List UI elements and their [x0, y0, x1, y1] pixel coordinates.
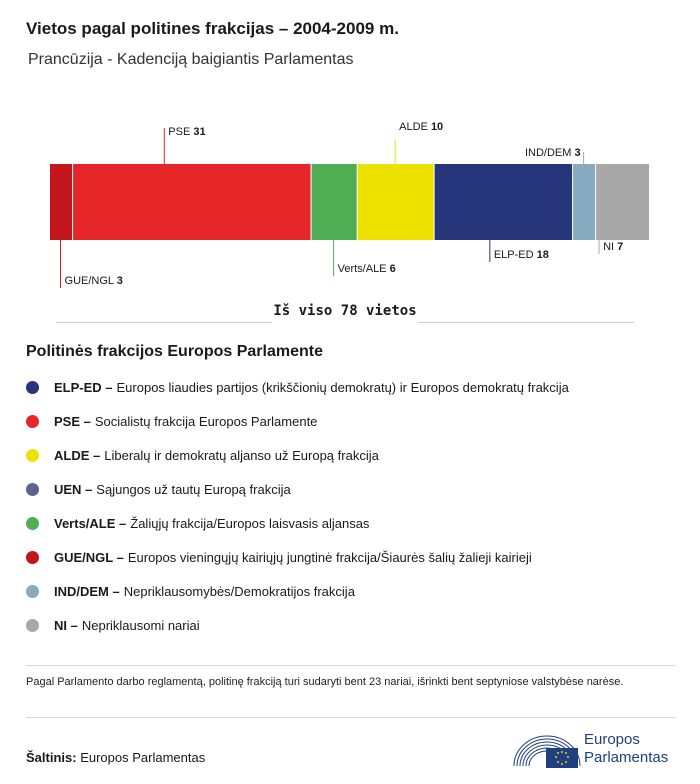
legend — [26, 370, 686, 642]
legend-swatch — [26, 449, 39, 462]
total-divider-left — [56, 322, 272, 323]
legend-description: Sąjungos už tautų Europą frakcija — [96, 481, 291, 497]
legend-swatch — [26, 415, 39, 428]
legend-code: ELP-ED – — [54, 379, 113, 395]
legend-item — [26, 540, 686, 574]
logo-line-2: Parlamentas — [584, 749, 669, 766]
bar-segment-ni — [596, 164, 649, 240]
bar-segment-elp-ed — [435, 164, 572, 240]
source-value: Europos Parlamentas — [80, 750, 206, 765]
legend-swatch — [26, 585, 39, 598]
total-divider-right — [418, 322, 634, 323]
legend-code: UEN – — [54, 481, 93, 497]
legend-title: Politinės frakcijos Europos Parlamente — [26, 343, 323, 360]
legend-item — [26, 404, 686, 438]
legend-description: Nepriklausomybės/Demokratijos frakcija — [123, 583, 355, 599]
bar-label-alde: ALDE 10 — [399, 121, 444, 133]
source-label: Šaltinis: — [26, 750, 77, 765]
legend-item — [26, 472, 686, 506]
parliament-hemicycle-icon — [512, 728, 582, 768]
footer-divider-bottom — [26, 717, 676, 718]
logo-line-1: Europos — [584, 731, 640, 748]
legend-item — [26, 370, 686, 404]
bar-label-ni: NI 7 — [603, 241, 624, 253]
stacked-bar-chart — [0, 0, 700, 300]
legend-swatch — [26, 619, 39, 632]
legend-description: Nepriklausomi nariai — [81, 617, 200, 633]
legend-code: NI – — [54, 617, 78, 633]
legend-item — [26, 608, 686, 642]
source-line — [26, 750, 205, 765]
logo-text — [584, 731, 668, 767]
bar-segment-gue-ngl — [50, 164, 72, 240]
chart-title: Vietos pagal politines frakcijas – 2004-2009 m. — [26, 19, 399, 38]
legend-swatch — [26, 381, 39, 394]
bar-segment-ind-dem — [573, 164, 595, 240]
legend-item — [26, 506, 686, 540]
legend-code: IND/DEM – — [54, 583, 120, 599]
legend-swatch — [26, 551, 39, 564]
bar-segment-alde — [358, 164, 434, 240]
legend-item — [26, 438, 686, 472]
bar-label-elp-ed: ELP-ED 18 — [493, 249, 549, 261]
legend-code: Verts/ALE – — [54, 515, 127, 531]
chart-subtitle: Prancūzija - Kadenciją baigiantis Parlamentas — [28, 51, 354, 68]
bar-label-pse: PSE 31 — [168, 126, 206, 138]
bar-segment-verts-ale — [312, 164, 357, 240]
legend-swatch — [26, 517, 39, 530]
european-parliament-logo — [512, 728, 682, 768]
footer-note: Pagal Parlamento darbo reglamentą, politinę frakciją turi sudaryti bent 23 nariai, išrinkti bent septyniose valstybėse narėse. — [26, 676, 624, 688]
legend-description: Europos vieningųjų kairiųjų jungtinė frakcija/Šiaurės šalių žalieji kairieji — [127, 549, 532, 565]
bar-label-verts-ale: Verts/ALE 6 — [337, 263, 396, 275]
bar-label-ind-dem: IND/DEM 3 — [524, 147, 581, 159]
legend-code: GUE/NGL – — [54, 549, 124, 565]
legend-item — [26, 574, 686, 608]
legend-swatch — [26, 483, 39, 496]
legend-description: Liberalų ir demokratų aljanso už Europą frakcija — [104, 447, 379, 463]
legend-code: PSE – — [54, 413, 91, 429]
bar-segment-pse — [73, 164, 310, 240]
legend-code: ALDE – — [54, 447, 101, 463]
legend-description: Europos liaudies partijos (krikščionių demokratų) ir Europos demokratų frakcija — [116, 379, 569, 395]
legend-description: Žaliųjų frakcija/Europos laisvasis aljansas — [130, 515, 370, 531]
footer-divider-top — [26, 665, 676, 666]
total-seats-label: Iš viso 78 vietos — [273, 303, 417, 319]
legend-description: Socialistų frakcija Europos Parlamente — [94, 413, 318, 429]
bar-label-gue-ngl: GUE/NGL 3 — [64, 275, 123, 287]
